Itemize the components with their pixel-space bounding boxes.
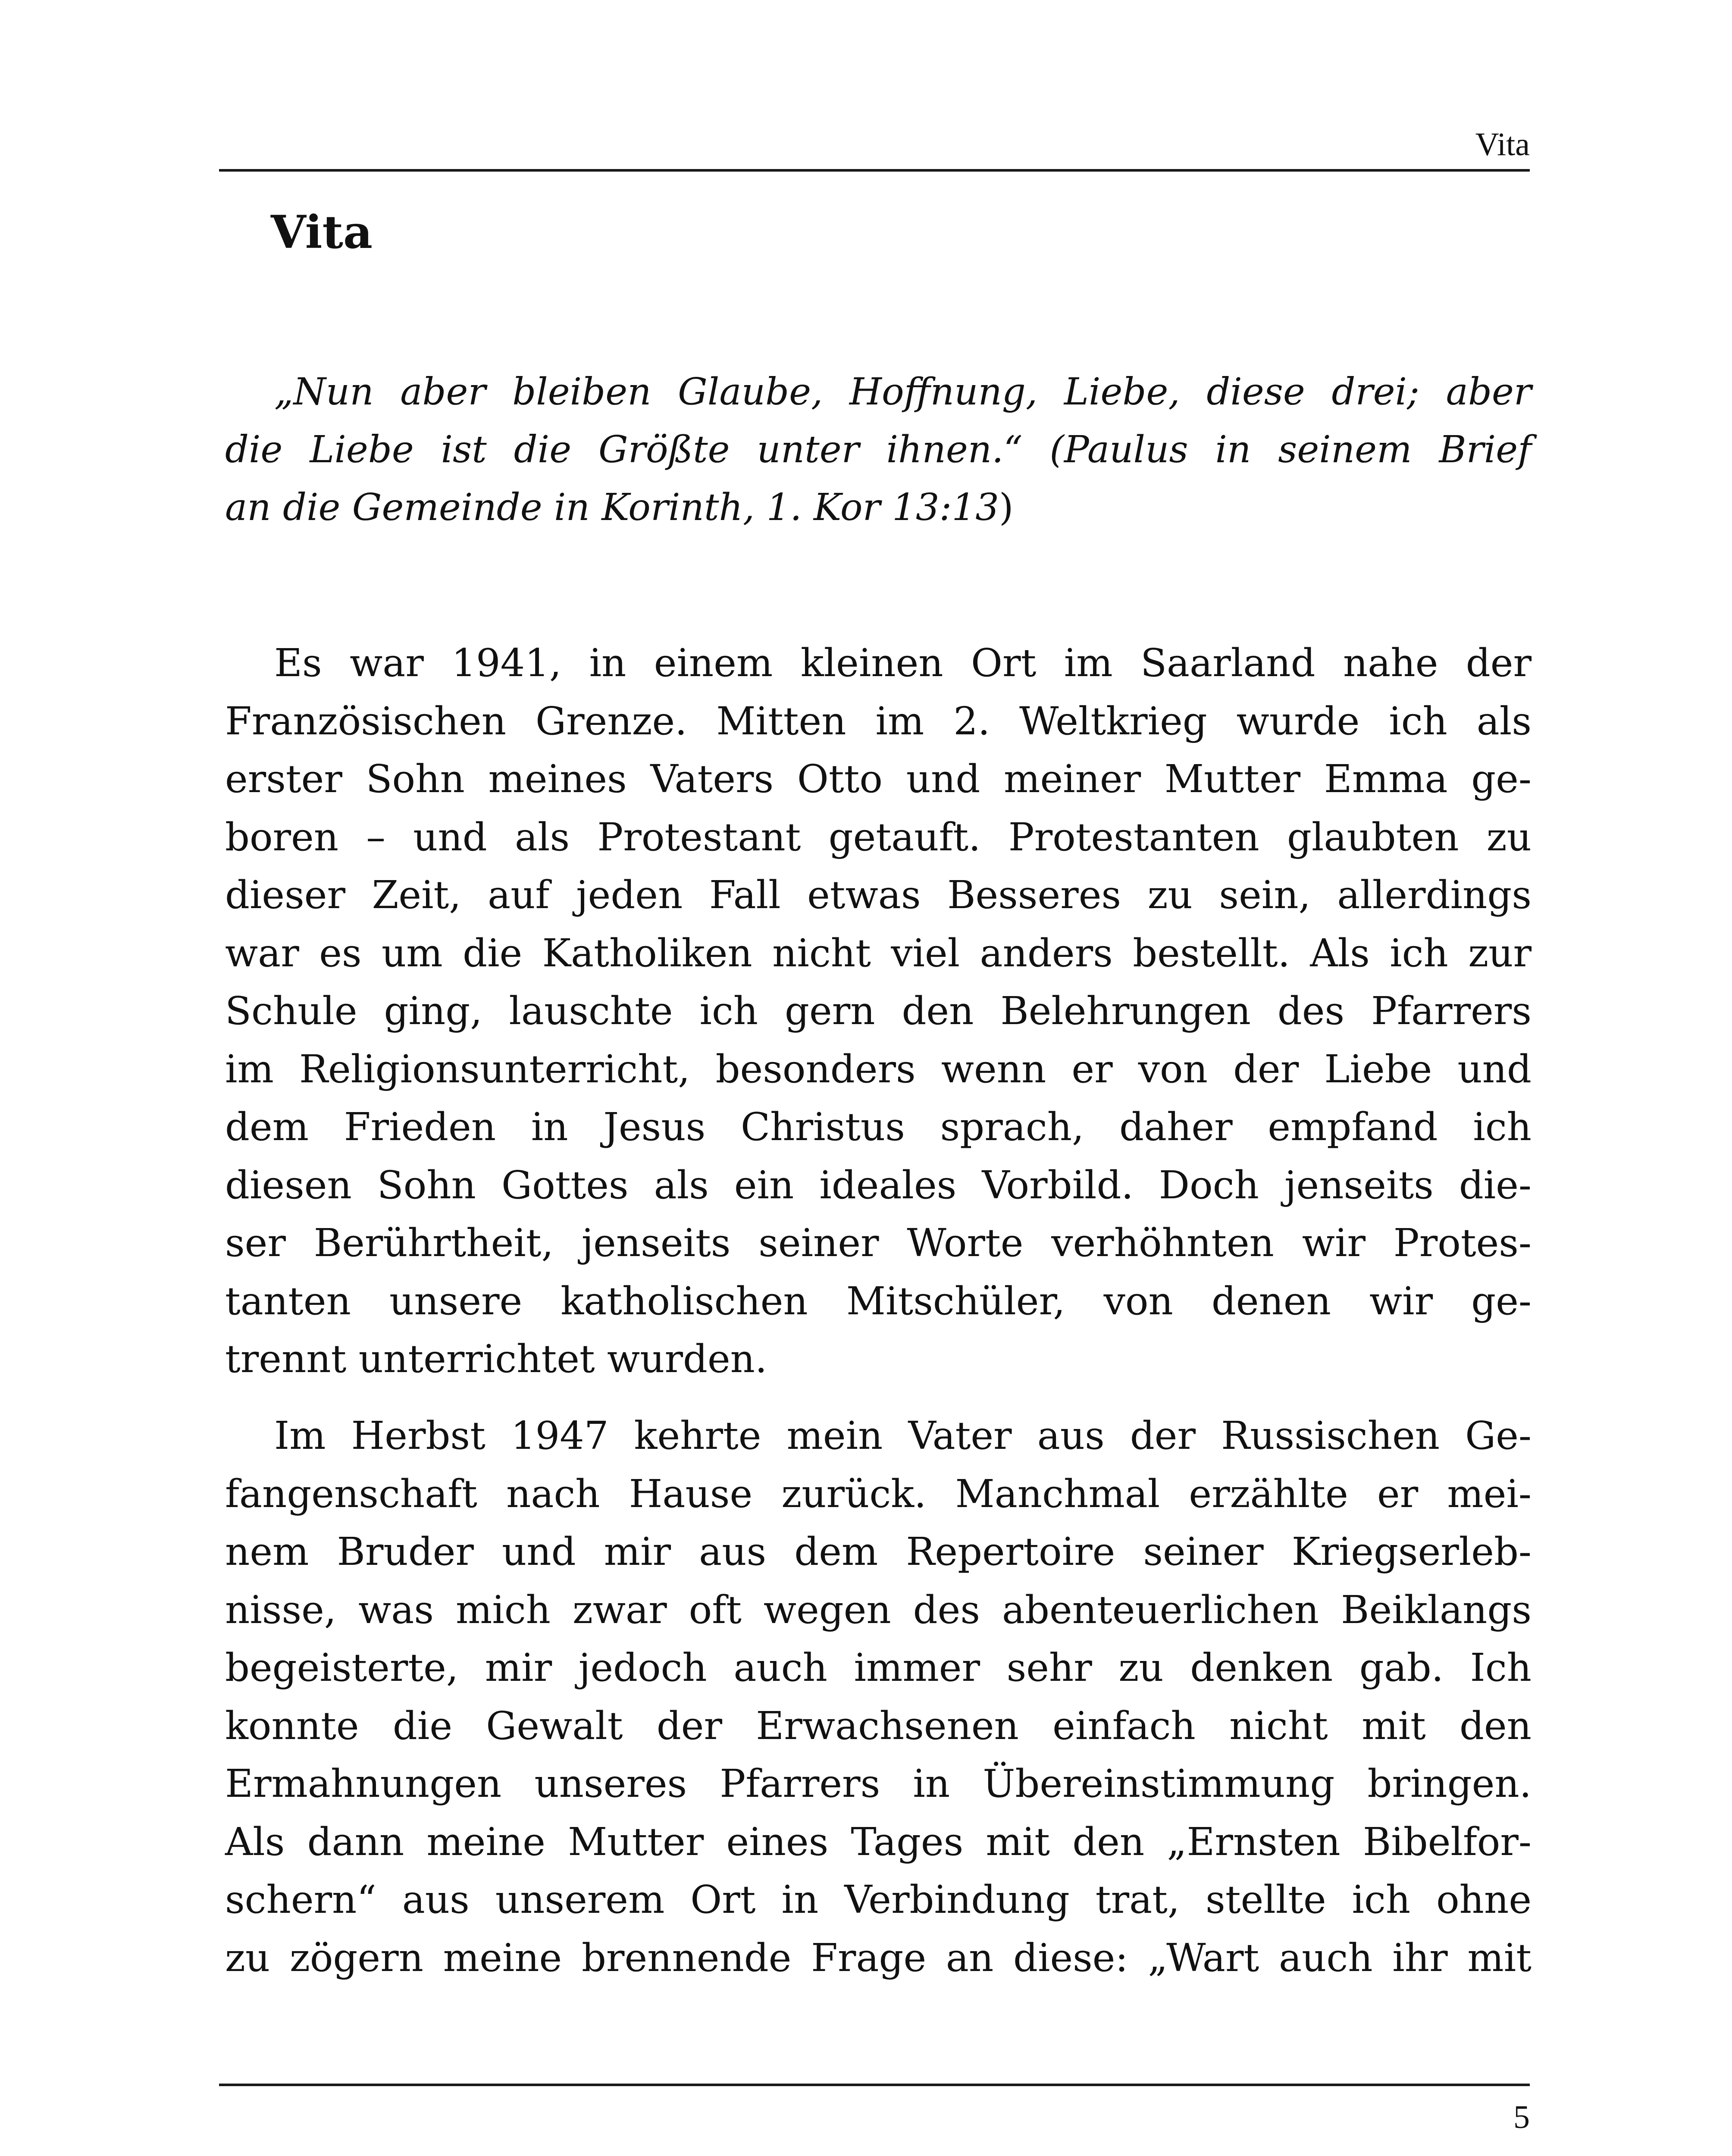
header-rule [219,169,1530,172]
epigraph-line [225,479,1532,536]
paragraph-line: nisse, was mich zwar oft wegen des abenteuerlichen Beiklangs [225,1587,1532,1632]
epigraph-closing-paren: ) [999,486,1014,529]
footer-rule [219,2084,1530,2086]
paragraph-line: zu zögern meine brennende Frage an diese: „Wart auch ihr mit [225,1935,1532,1980]
epigraph-line-text: an die Gemeinde in Korinth, 1. Kor 13:13 [225,486,999,529]
paragraph-line: Ermahnungen unseres Pfarrers in Übereinstimmung bringen. [225,1761,1532,1806]
paragraph-line: Als dann meine Mutter eines Tages mit den „Ernsten Bibelfor- [225,1819,1532,1864]
paragraph-line: konnte die Gewalt der Erwachsenen einfach nicht mit den [225,1703,1532,1748]
paragraph-line: war es um die Katholiken nicht viel anders bestellt. Als ich zur [225,930,1532,975]
paragraph-line: boren – und als Protestant getauft. Protestanten glaubten zu [225,814,1532,859]
body-paragraph [225,634,1532,1388]
paragraph-line: Schule ging, lauschte ich gern den Belehrungen des Pfarrers [225,988,1532,1033]
paragraph-line: dem Frieden in Jesus Christus sprach, daher empfand ich [225,1104,1532,1149]
body-paragraph [225,1407,1532,1987]
paragraph-line: dieser Zeit, auf jeden Fall etwas Besseres zu sein, allerdings [225,872,1532,917]
paragraph-line: nem Bruder und mir aus dem Repertoire seiner Kriegserleb- [225,1529,1532,1574]
epigraph-line: die Liebe ist die Größte unter ihnen.“ (Paulus in seinem Brief [225,428,1532,471]
epigraph-quote [225,363,1532,536]
paragraph-line: begeisterte, mir jedoch auch immer sehr zu denken gab. Ich [225,1645,1532,1690]
paragraph-line: fangenschaft nach Hause zurück. Manchmal erzählte er mei- [225,1471,1532,1516]
paragraph-line: erster Sohn meines Vaters Otto und meiner Mutter Emma ge- [225,756,1532,801]
paragraph-line: Französischen Grenze. Mitten im 2. Weltkrieg wurde ich als [225,698,1532,743]
paragraph-line: Im Herbst 1947 kehrte mein Vater aus der Russischen Ge- [274,1413,1532,1458]
page-number: 5 [1513,2099,1530,2135]
paragraph-line: Es war 1941, in einem kleinen Ort im Saarland nahe der [274,640,1532,685]
paragraph-line: tanten unsere katholischen Mitschüler, von denen wir ge- [225,1278,1532,1323]
paragraph-line: schern“ aus unserem Ort in Verbindung trat, stellte ich ohne [225,1877,1532,1922]
paragraph-line: im Religionsunterricht, besonders wenn er von der Liebe und [225,1046,1532,1091]
paragraph-line: ser Berührtheit, jenseits seiner Worte verhöhnten wir Protes- [225,1220,1532,1265]
chapter-title: Vita [271,205,373,259]
epigraph-line: „Nun aber bleiben Glaube, Hoffnung, Liebe, diese drei; aber [274,370,1532,414]
paragraph-line: trennt unterrichtet wurden. [225,1336,767,1381]
paragraph-line: diesen Sohn Gottes als ein ideales Vorbild. Doch jenseits die- [225,1162,1532,1207]
running-header: Vita [1475,126,1530,163]
